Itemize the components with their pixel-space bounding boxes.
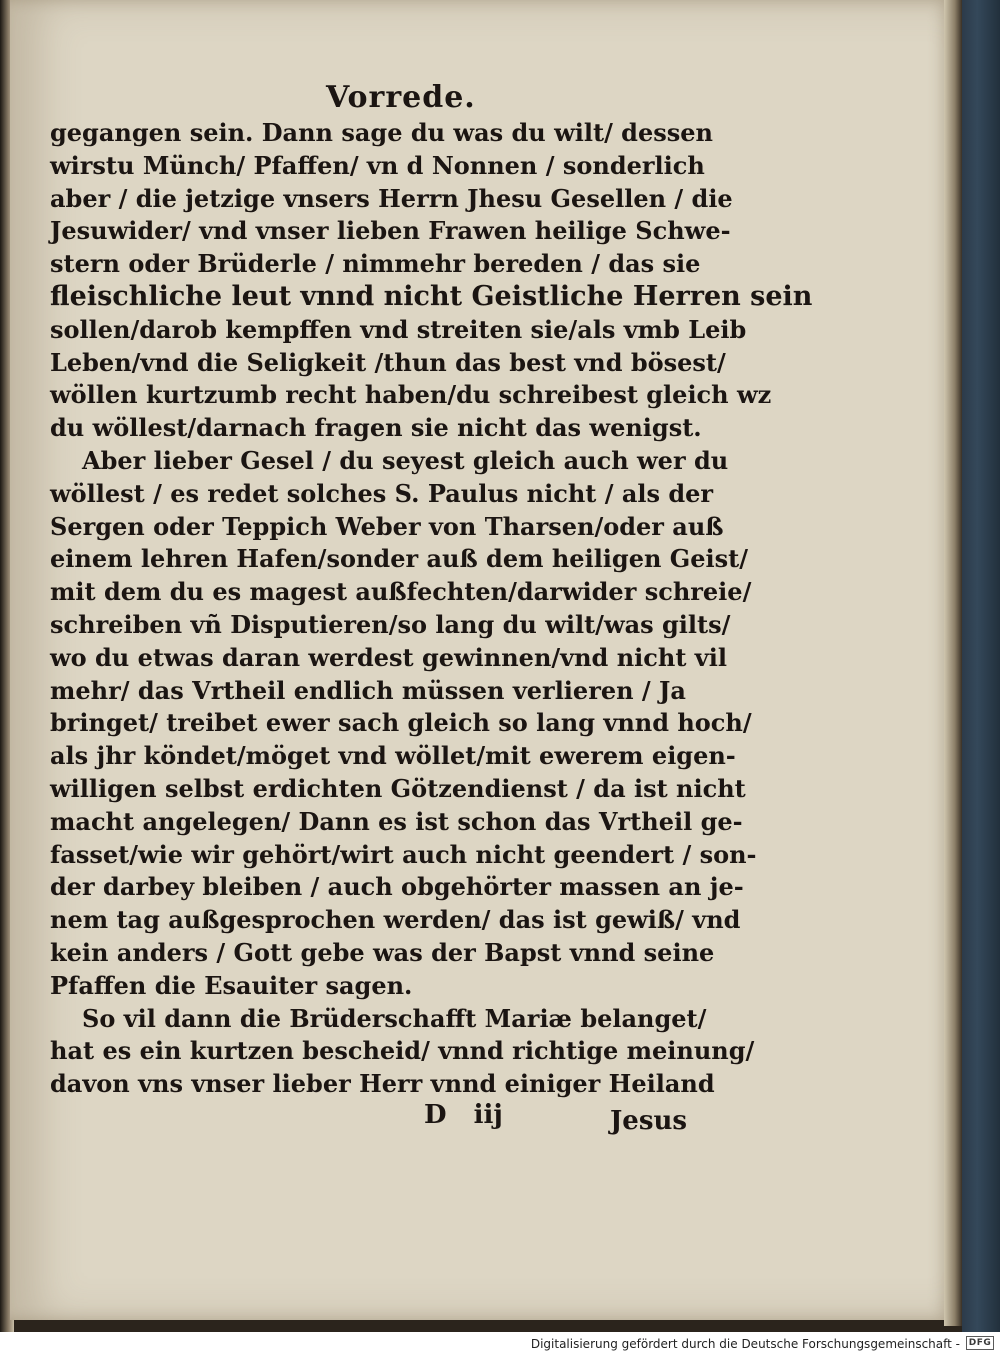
text-line-16: schreiben vñ Disputieren/so lang du wilt/was gilts/ [50, 609, 731, 639]
text-line-23: fasset/wie wir gehört/wirt auch nicht geendert / son- [50, 839, 757, 869]
text-line-10: du wöllest/darnach fragen sie nicht das wenigst. [50, 413, 702, 443]
text-line-21: willigen selbst erdichten Götzendienst / da ist nicht [50, 773, 746, 803]
text-line-28: So vil dann die Brüderschafft Mariæ belanget/ [82, 1003, 707, 1033]
text-line-14: einem lehren Hafen/sonder auß dem heiligen Geist/ [50, 544, 749, 574]
text-line-12: wöllest / es redet solches S. Paulus nicht / als der [50, 478, 714, 508]
footer-credit: Digitalisierung gefördert durch die Deutsche Forschungsgemeinschaft - [530, 1337, 960, 1351]
catchword: Jesus [610, 1106, 688, 1136]
text-line-20: als jhr köndet/möget vnd wöllet/mit ewerem eigen- [50, 741, 736, 771]
book-cover-edge [962, 0, 1000, 1332]
text-line-3: aber / die jetzige vnsers Herrn Jhesu Gesellen / die [50, 183, 733, 213]
text-line-9: wöllen kurtzumb recht haben/du schreibest gleich wz [50, 380, 772, 410]
text-line-17: wo du etwas daran werdest gewinnen/vnd nicht vil [50, 642, 727, 672]
text-line-1: gegangen sein. Dann sage du was du wilt/ dessen [50, 118, 713, 147]
text-line-24: der darbey bleiben / auch obgehörter massen an je- [50, 872, 744, 902]
dfg-logo-text: DFG [968, 1338, 992, 1348]
text-line-7: sollen/darob kempffen vnd streiten sie/als vmb Leib [50, 314, 747, 344]
text-line-4: Jesuwider/ vnd vnser lieben Frawen heilige Schwe- [50, 216, 731, 246]
right-page-edge [944, 0, 962, 1326]
text-line-11: Aber lieber Gesel / du seyest gleich auch wer du [82, 445, 729, 475]
text-line-19: bringet/ treibet ewer sach gleich so lang vnnd hoch/ [50, 708, 752, 738]
text-line-25: nem tag außgesprochen werden/ das ist gewiß/ vnd [50, 905, 741, 935]
text-line-18: mehr/ das Vrtheil endlich müssen verlieren / Ja [50, 675, 686, 705]
running-head: Vorrede. [326, 80, 476, 115]
dfg-logo-icon [966, 1336, 994, 1350]
text-line-13: Sergen oder Teppich Weber von Tharsen/oder auß [50, 511, 724, 541]
text-line-26: kein anders / Gott gebe was der Bapst vnnd seine [50, 937, 715, 967]
text-line-27: Pfaffen die Esauiter sagen. [50, 970, 413, 1000]
text-block [50, 117, 813, 1101]
text-line-2: wirstu Münch/ Pfaffen/ vn d Nonnen / sonderlich [50, 150, 705, 180]
text-line-22: macht angelegen/ Dann es ist schon das Vrtheil ge- [50, 806, 743, 836]
text-line-8: Leben/vnd die Seligkeit /thun das best vnd bösest/ [50, 347, 726, 377]
signature-mark: D iij [424, 1100, 503, 1130]
text-line-5: stern oder Brüderle / nimmehr bereden / das sie [50, 249, 701, 279]
text-line-15: mit dem du es magest außfechten/darwider schreie/ [50, 577, 752, 607]
text-line-30: davon vns vnser lieber Herr vnnd einiger Heiland [50, 1069, 715, 1099]
text-line-29: hat es ein kurtzen bescheid/ vnnd richtige meinung/ [50, 1036, 755, 1066]
paper-page [10, 0, 950, 1320]
text-line-6: fleischliche leut vnnd nicht Geistliche Herren sein [50, 280, 813, 312]
